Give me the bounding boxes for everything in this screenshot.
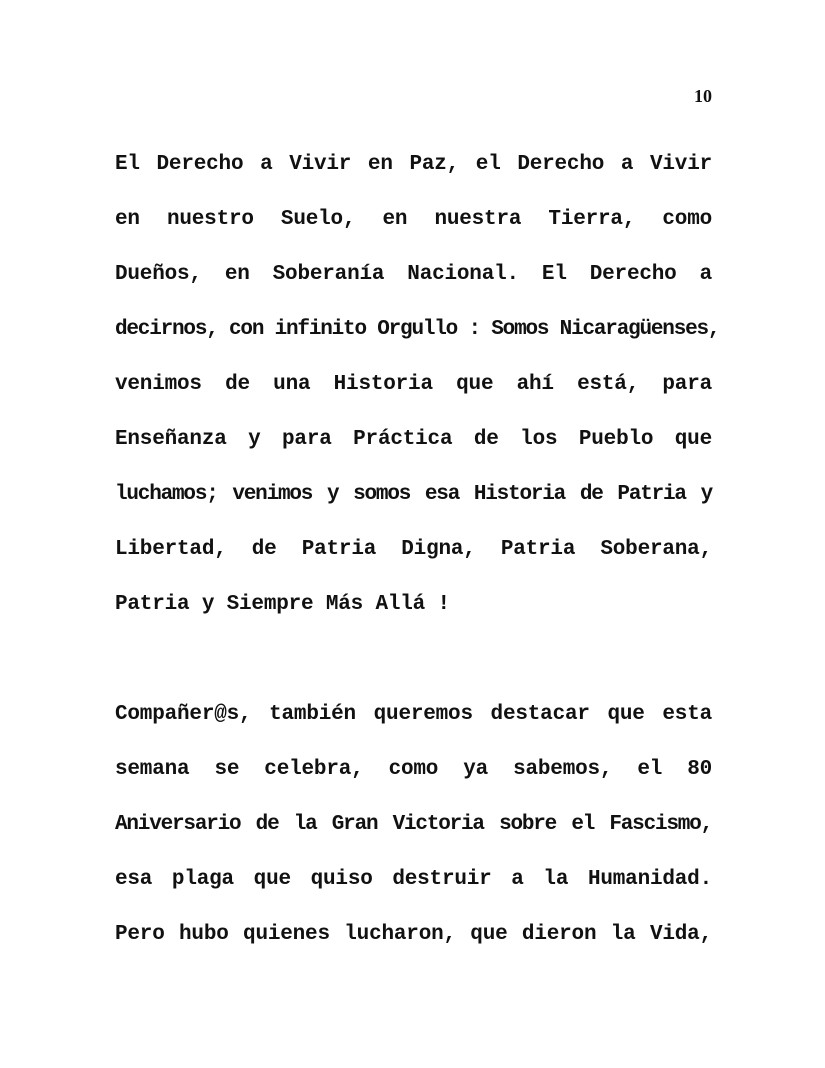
- text-line: semana se celebra, como ya sabemos, el 80: [115, 758, 712, 781]
- text-line: Compañer@s, también queremos destacar que esta: [115, 703, 712, 726]
- page-number: 10: [694, 86, 712, 106]
- text-line: esa plaga que quiso destruir a la Humanidad.: [115, 868, 712, 891]
- text-line: Libertad, de Patria Digna, Patria Soberana,: [115, 538, 712, 561]
- text-line: Enseñanza y para Práctica de los Pueblo que: [115, 428, 712, 451]
- text-line: luchamos; venimos y somos esa Historia de Patria y: [115, 483, 712, 506]
- text-line: Aniversario de la Gran Victoria sobre el Fascismo,: [115, 813, 712, 836]
- text-line: Pero hubo quienes lucharon, que dieron la Vida,: [115, 923, 712, 946]
- text-line: El Derecho a Vivir en Paz, el Derecho a Vivir: [115, 153, 712, 176]
- text-line: Dueños, en Soberanía Nacional. El Derecho a: [115, 263, 712, 286]
- text-line: venimos de una Historia que ahí está, para: [115, 373, 712, 396]
- text-line: decirnos, con infinito Orgullo : Somos Nicaragüenses,: [115, 318, 720, 341]
- text-line: Patria y Siempre Más Allá !: [115, 593, 450, 616]
- text-line: en nuestro Suelo, en nuestra Tierra, como: [115, 208, 712, 231]
